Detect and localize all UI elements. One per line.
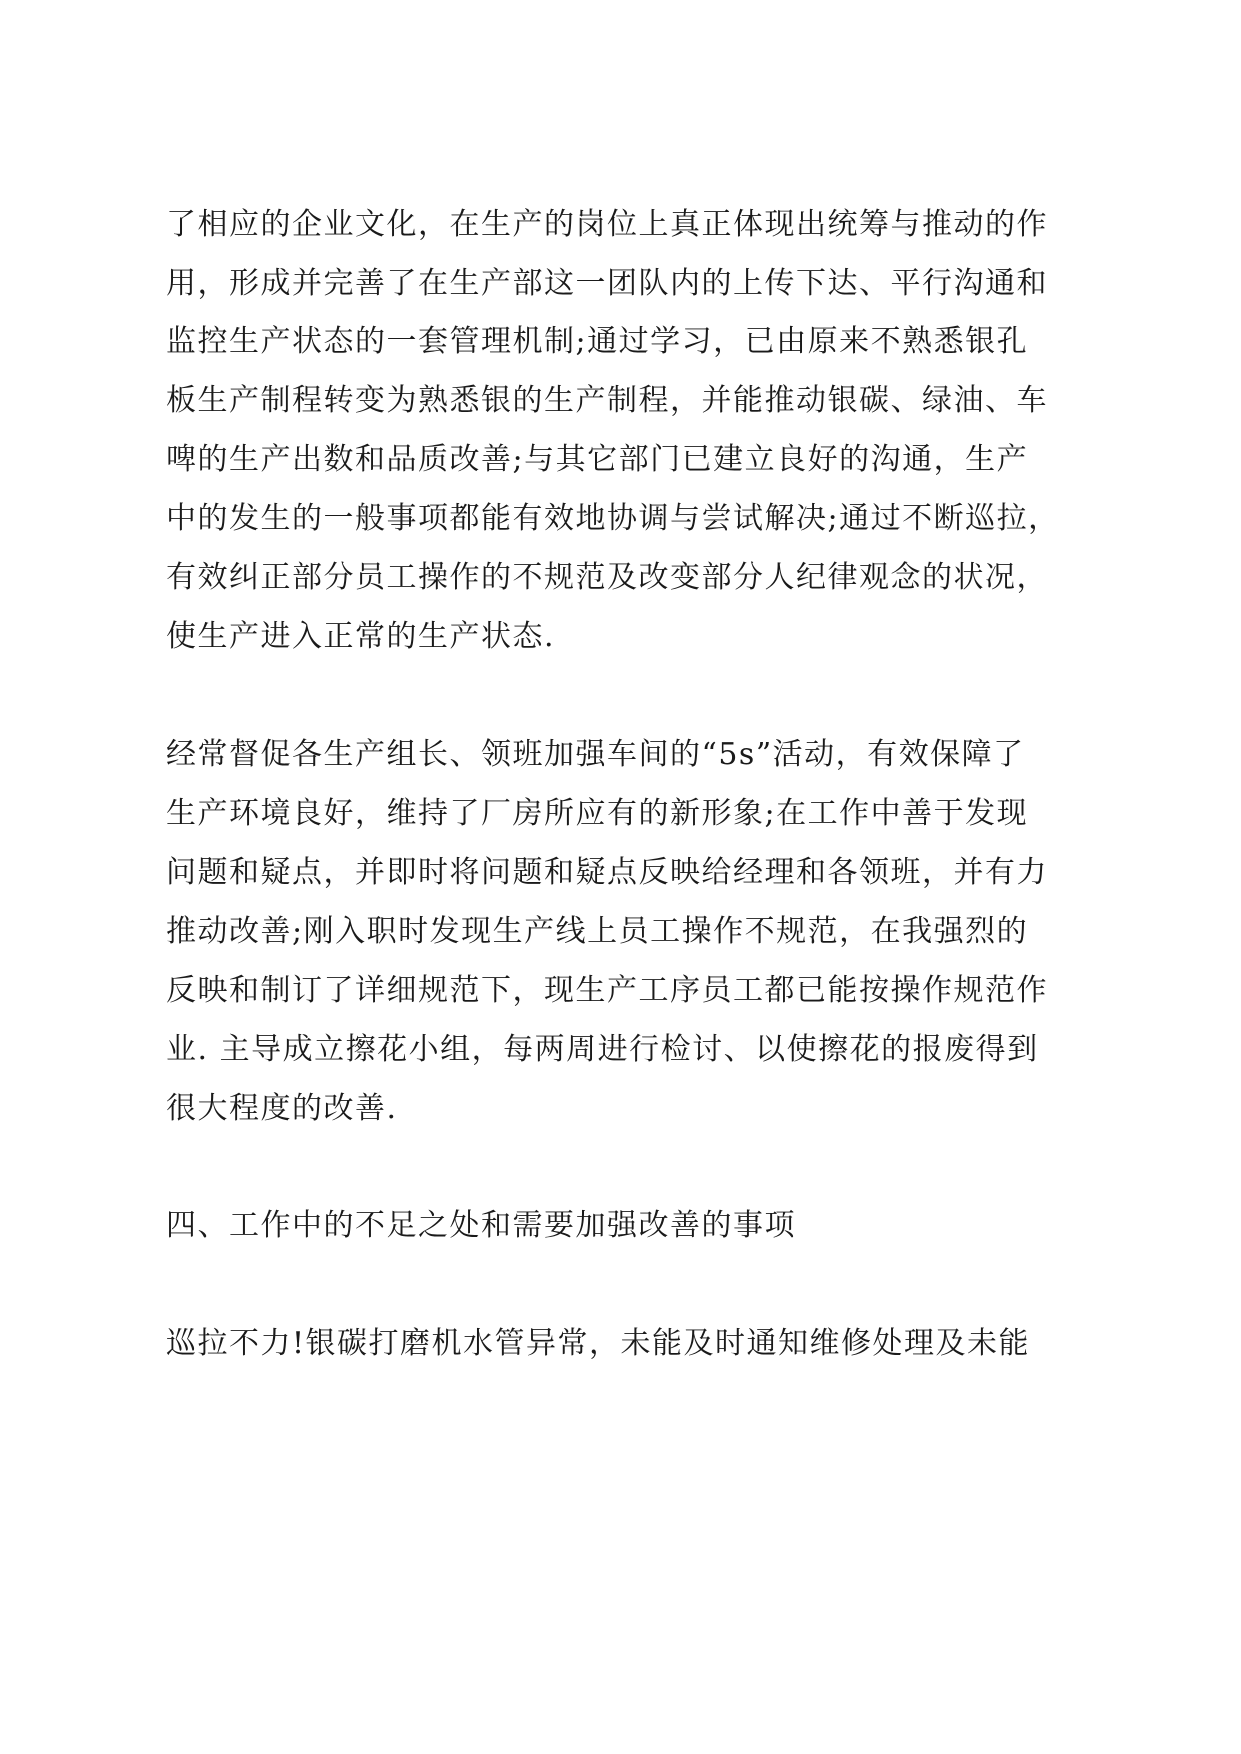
text-line: 生产环境良好，维持了厂房所应有的新形象;在工作中善于发现	[166, 796, 1029, 831]
text-line: 使生产进入正常的生产状态.	[166, 619, 556, 654]
text-line: 有效纠正部分员工操作的不规范及改变部分人纪律观念的状况，	[166, 560, 1048, 595]
text-line: 监控生产状态的一套管理机制;通过学习，已由原来不熟悉银孔	[166, 324, 1029, 359]
text-line: 了相应的企业文化，在生产的岗位上真正体现出统筹与推动的作	[166, 207, 1048, 242]
text-line: 啤的生产出数和品质改善;与其它部门已建立良好的沟通，生产	[166, 442, 1029, 477]
text-line: 中的发生的一般事项都能有效地协调与尝试解决;通过不断巡拉，	[166, 501, 1060, 536]
text-line: 推动改善;刚入职时发现生产线上员工操作不规范，在我强烈的	[166, 914, 1029, 949]
text-line: 很大程度的改善.	[166, 1091, 398, 1126]
text-line: 业. 主导成立擦花小组，每两周进行检讨、以使擦花的报废得到	[166, 1032, 1039, 1067]
text-line: 板生产制程转变为熟悉银的生产制程，并能推动银碳、绿油、车	[166, 383, 1048, 418]
text-line: 巡拉不力!银碳打磨机水管异常，未能及时通知维修处理及未能	[166, 1326, 1031, 1361]
text-line: 问题和疑点，并即时将问题和疑点反映给经理和各领班，并有力	[166, 855, 1048, 890]
text-line: 经常督促各生产组长、领班加强车间的“5s”活动，有效保障了	[166, 737, 1025, 772]
text-line: 反映和制订了详细规范下，现生产工序员工都已能按操作规范作	[166, 973, 1048, 1008]
text-line: 用，形成并完善了在生产部这一团队内的上传下达、平行沟通和	[166, 266, 1048, 301]
section-heading: 四、工作中的不足之处和需要加强改善的事项	[166, 1208, 796, 1243]
